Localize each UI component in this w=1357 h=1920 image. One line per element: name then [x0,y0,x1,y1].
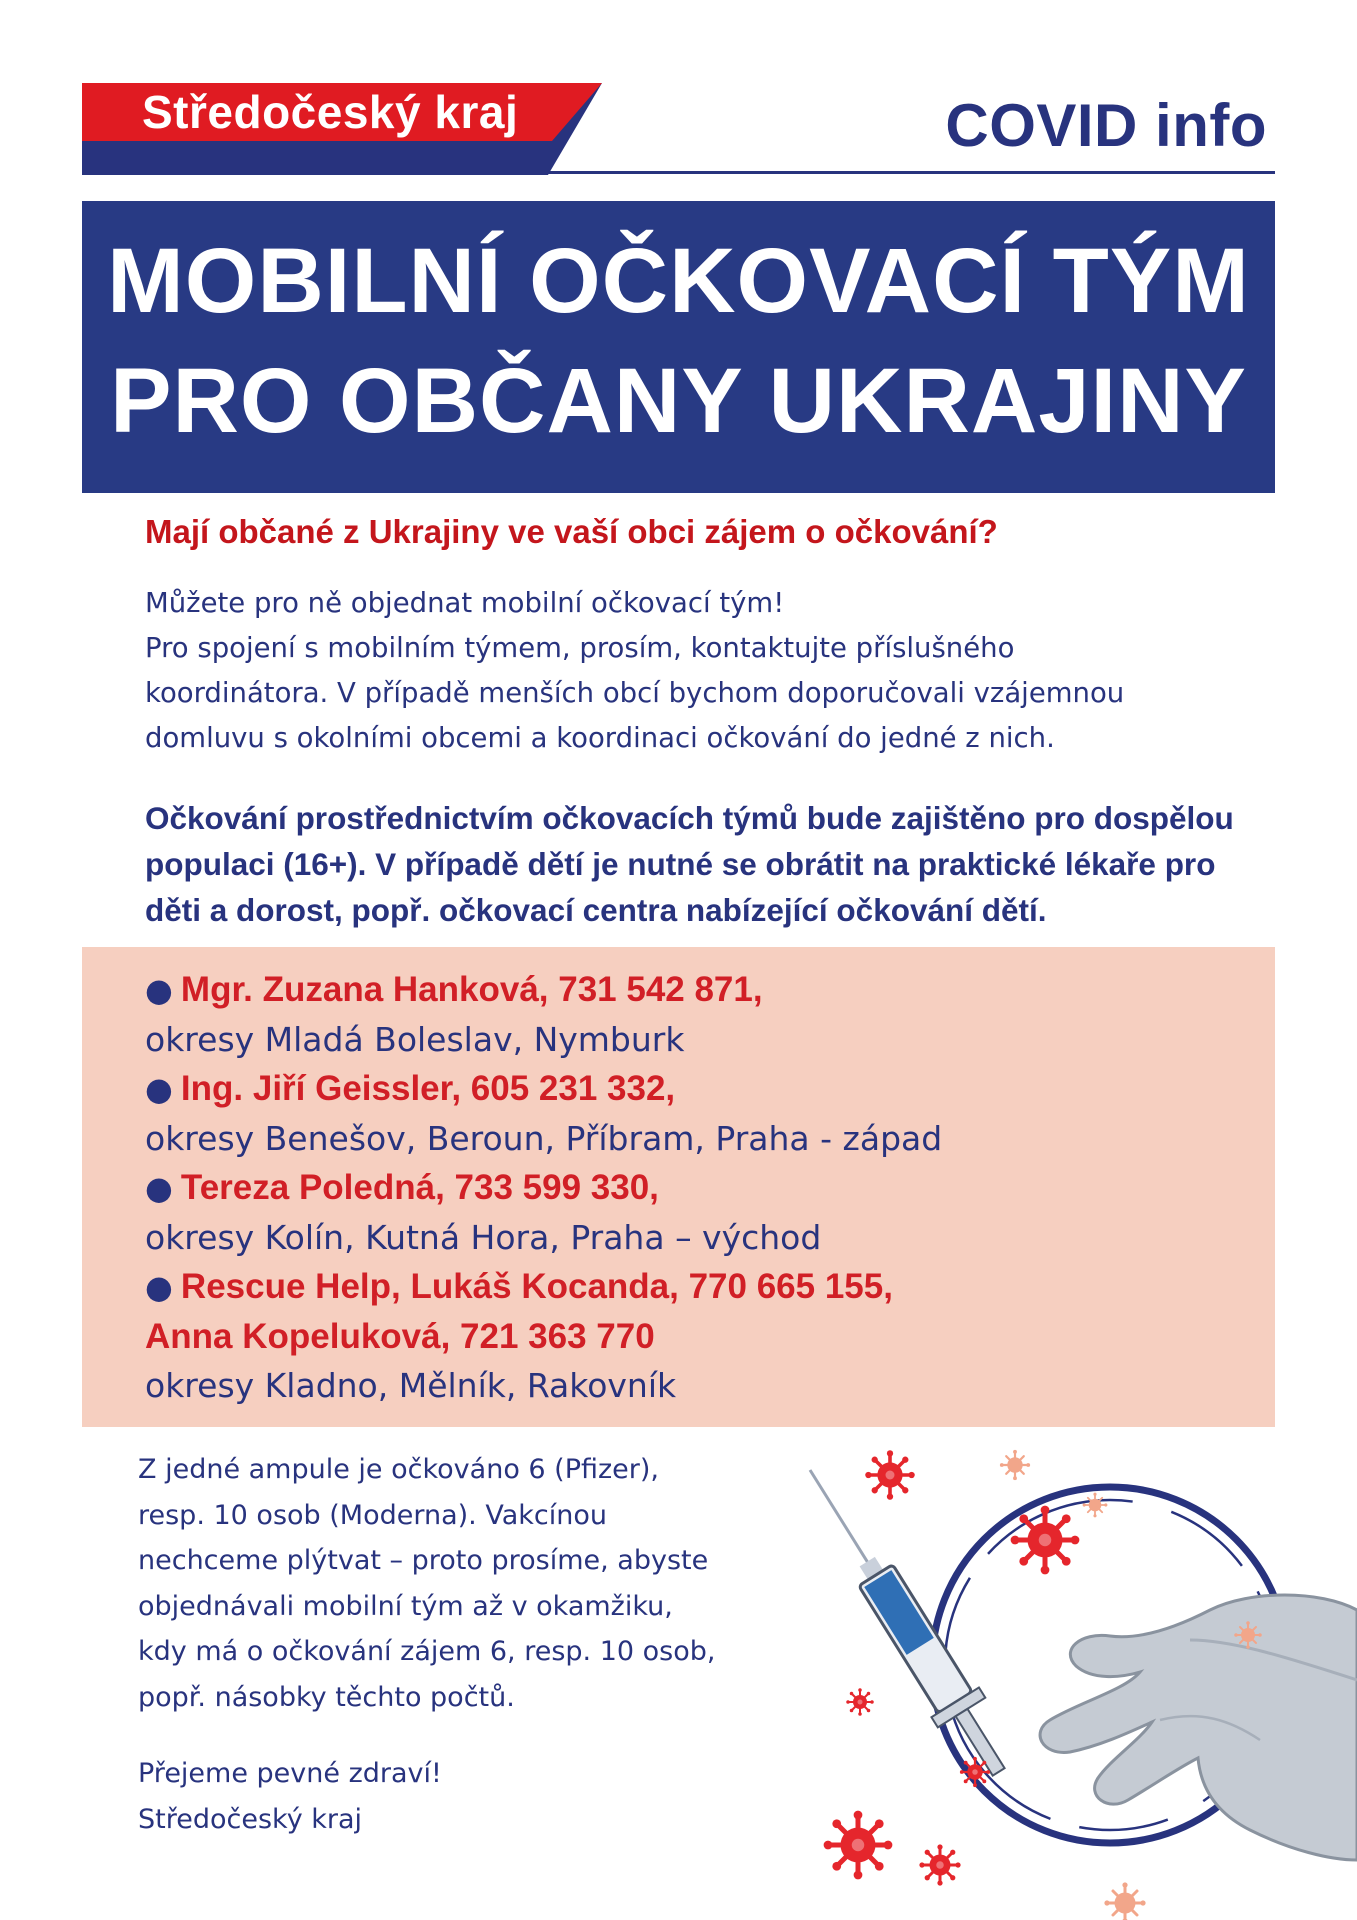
intro-paragraph [145,581,1265,761]
closing-greeting: Přejeme pevné zdraví! [138,1758,442,1789]
age-note-paragraph [145,795,1265,933]
vaccination-illustration [780,1440,1357,1920]
ampule-line: Z jedné ampule je očkováno 6 (Pfizer), [138,1454,660,1485]
contact-name: Mgr. Zuzana Hanková, 731 542 871, [180,970,763,1009]
contact-name: Ing. Jiří Geissler, 605 231 332, [180,1069,676,1108]
intro-line: Pro spojení s mobilním týmem, prosím, kontaktujte příslušného [145,632,1015,664]
ampule-paragraph [138,1447,778,1720]
covid-info-label: COVID info [945,92,1267,159]
contact-name-row [145,1163,942,1213]
note-line: populaci (16+). V případě dětí je nutné se obrátit na praktické lékaře pro [145,846,1216,882]
ampule-line: popř. násobky těchto počtů. [138,1681,515,1713]
note-line: Očkování prostřednictvím očkovacích týmů bude zajištěno pro dospělou [145,800,1234,836]
region-label: Středočeský kraj [142,86,519,138]
contact-area: okresy Kladno, Mělník, Rakovník [145,1366,677,1405]
intro-line: koordinátora. V případě menších obcí bychom doporučovali vzájemnou [145,677,1125,709]
contacts-box [82,947,1275,1427]
bullet-icon: ● [145,1169,173,1207]
bullet-icon: ● [145,1070,173,1108]
contact-name-row [145,1064,942,1114]
contact-name: Rescue Help, Lukáš Kocanda, 770 665 155, [180,1267,893,1306]
intro-line: domluvu s okolními obcemi a koordinaci očkování do jedné z nich. [145,722,1055,754]
contact-area: okresy Kolín, Kutná Hora, Praha – východ [145,1217,822,1257]
contact-name-secondary: Anna Kopeluková, 721 363 770 [145,1316,655,1356]
title-banner [82,201,1275,493]
contact-name-row [145,1262,942,1312]
contact-area: okresy Mladá Boleslav, Nymburk [145,1019,685,1059]
contact-name: Tereza Poledná, 733 599 330, [180,1168,659,1207]
ampule-line: nechceme plýtvat – proto prosíme, abyste [138,1545,709,1576]
intro-line: Můžete pro ně objednat mobilní očkovací tým! [145,587,785,619]
bullet-icon: ● [145,971,173,1009]
ampule-line: resp. 10 osob (Moderna). Vakcínou [138,1499,607,1531]
note-line: děti a dorost, popř. očkovací centra nabízející očkování dětí. [145,892,1047,928]
closing [138,1751,442,1842]
header-rule [82,171,1275,174]
bullet-icon: ● [145,1268,173,1306]
question-heading: Mají občané z Ukrajiny ve vaší obci zájem o očkování? [145,513,998,550]
title-line-1: MOBILNÍ OČKOVACÍ TÝM [107,230,1250,332]
ampule-line: objednávali mobilní tým až v okamžiku, [138,1590,673,1622]
closing-signature: Středočeský kraj [138,1803,363,1835]
title-line-2: PRO OBČANY UKRAJINY [110,350,1247,452]
contact-name-row [145,965,942,1015]
contact-area: okresy Benešov, Beroun, Příbram, Praha - západ [145,1118,943,1158]
ampule-line: kdy má o očkování zájem 6, resp. 10 osob, [138,1636,716,1667]
